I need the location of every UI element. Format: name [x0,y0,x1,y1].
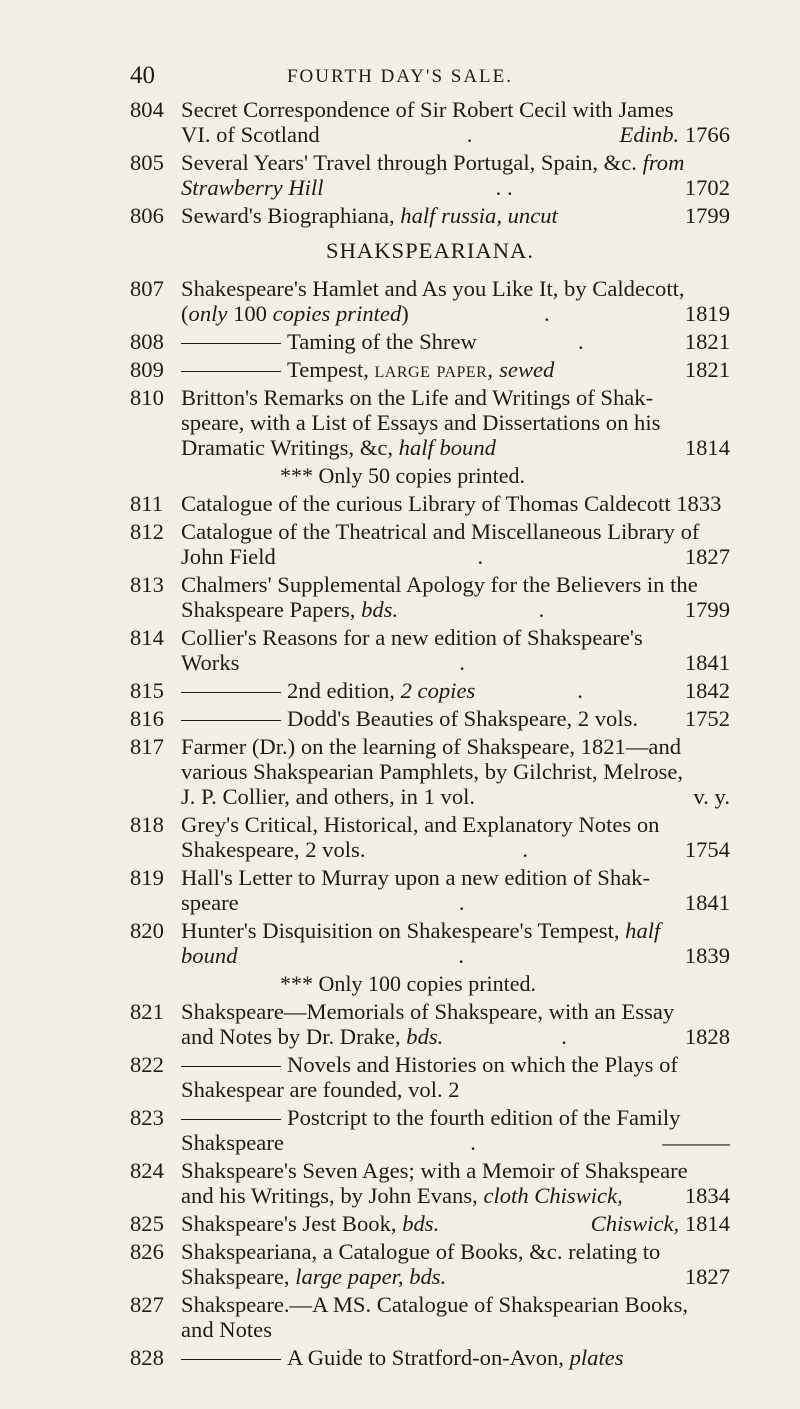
entry-title: Farmer (Dr.) on the learning of Shakspeare, 1821—and [181,734,682,759]
entry-title: Shakspeare Papers, [181,597,356,622]
leader-dot: . [538,597,545,622]
entry-year: 1827 [684,1264,730,1289]
lot-number: 816 [130,706,164,731]
entry-format: large paper, [374,357,494,382]
entry-title: J. P. Collier, and others, in 1 vol. [181,784,476,809]
ditto-dash [181,692,281,693]
lot-number: 820 [130,918,164,943]
entry-title: Shakspeare's Jest Book, [181,1211,397,1236]
catalogue-entry-824 [130,1158,730,1208]
entry-title: Taming of the Shrew [287,329,477,354]
page-number: 40 [130,62,155,89]
entry-place: Edinb. [619,122,680,147]
entry-title: Shakspeare.—A MS. Catalogue of Shakspearian Books, [181,1292,689,1317]
entry-year: 1799 [684,597,730,622]
entry-title: John Field [181,544,276,569]
entry-footnote: *** Only 100 copies printed. [280,971,537,996]
entry-title: Britton's Remarks on the Life and Writings of Shak- [181,385,654,410]
catalogue-entry-816 [130,706,730,731]
entry-binding: bds. [361,597,399,622]
catalogue-entry-820 [130,918,730,968]
lot-number: 817 [130,734,164,759]
catalogue-entry-804 [130,97,730,147]
lot-number: 822 [130,1052,164,1077]
entry-year: 1842 [684,678,730,703]
entry-binding: half russia, uncut [400,203,558,228]
lot-number: 827 [130,1292,164,1317]
entry-format: large paper, bds. [295,1264,447,1289]
lot-number: 821 [130,999,164,1024]
leader-dot: . [577,678,583,703]
catalogue-entry-812 [130,519,730,569]
entry-note: Strawberry Hill [181,175,324,200]
leader-dot: . [470,1130,476,1155]
section-heading: SHAKSPEARIANA. [326,238,534,263]
entry-binding: bds. [406,1024,444,1049]
entry-binding: bound [181,943,238,968]
entry-title: speare [181,890,239,915]
leader-dot: . [459,650,465,675]
entry-title: Shakspeare [181,1130,284,1155]
catalogue-entry-822 [130,1052,730,1102]
catalogue-entry-810 [130,385,730,460]
entry-year: 1799 [684,203,730,228]
ditto-dash [181,1066,281,1067]
catalogue-entry-825 [130,1211,730,1236]
catalogue-entry-806 [130,203,730,228]
ditto-dash [181,1119,281,1120]
entry-title: Shakspeariana, a Catalogue of Books, &c. relating to [181,1239,661,1264]
lot-number: 810 [130,385,164,410]
entry-year: 1821 [684,329,730,354]
entry-year: 1752 [684,706,730,731]
lot-number: 819 [130,865,164,890]
entry-note: plates [569,1345,624,1370]
catalogue-entry-805 [130,150,730,200]
catalogue-entry-807 [130,276,730,326]
entry-year: 1814 [684,435,730,460]
catalogue-entry-823 [130,1105,730,1155]
lot-number: 813 [130,572,164,597]
entry-note: copies printed [272,301,402,326]
entry-title: Novels and Histories on which the Plays of [287,1052,678,1077]
leader-dot: . [466,122,473,147]
entry-note: only [188,301,228,326]
entry-year: 1827 [684,544,730,569]
lot-number: 826 [130,1239,164,1264]
entry-note: 2 copies [400,678,476,703]
entry-title: and his Writings, by John Evans, [181,1183,478,1208]
entry-title: Tempest, [287,357,369,382]
leader-dot: . [522,837,528,862]
entry-year: 1841 [684,890,730,915]
entry-year: 1819 [684,301,730,326]
entry-title: Catalogue of the curious Library of Thomas Caldecott 1833 [181,491,722,516]
catalogue-entry-826 [130,1239,730,1289]
entry-title: Shakespear are founded, vol. 2 [181,1077,460,1102]
entry-binding: sewed [499,357,555,382]
catalogue-entry-813 [130,572,730,622]
leader-dot: . [458,890,465,915]
catalogue-entry-821 [130,999,730,1049]
lot-number: 811 [130,491,164,516]
entry-title: Collier's Reasons for a new edition of Shakspeare's [181,625,643,650]
entry-title: Shakspeare—Memorials of Shakspeare, with an Essay [181,999,675,1024]
lot-number: 812 [130,519,164,544]
entry-year: 1754 [684,837,730,862]
lot-number: 809 [130,357,164,382]
entry-title: Seward's Biographiana, [181,203,395,228]
entry-year: 1814 [684,1211,730,1236]
ditto-dash [181,1359,281,1360]
entry-year: 1821 [684,357,730,382]
catalogue-content [130,97,730,1373]
paren: ( [181,301,189,326]
lot-number: 814 [130,625,164,650]
entry-title: Hall's Letter to Murray upon a new edition of Shak- [181,865,651,890]
entry-note: from [642,150,685,175]
lot-number: 806 [130,203,164,228]
entry-title: 2nd edition, [287,678,395,703]
entry-title: speare, with a List of Essays and Dissertations on his [181,410,661,435]
entry-binding: cloth Chiswick, [483,1183,623,1208]
entry-title: various Shakspearian Pamphlets, by Gilchrist, Melrose, [181,759,683,784]
entry-place: Chiswick, [590,1211,680,1236]
entry-year: 1828 [684,1024,730,1049]
entry-year: 1839 [684,943,730,968]
entry-title: VI. of Scotland [181,122,320,147]
entry-title: Shakespeare's Hamlet and As you Like It, by Caldecott, [181,276,685,301]
catalogue-entry-809 [130,357,730,382]
entry-year: 1834 [684,1183,730,1208]
entry-title: Works [181,650,240,675]
entry-title: Dramatic Writings, &c, [181,435,394,460]
page-header [0,52,800,92]
entry-title: Hunter's Disquisition on Shakespeare's Tempest, [181,918,620,943]
lot-number: 825 [130,1211,164,1236]
entry-year: 1702 [684,175,730,200]
catalogue-entry-827 [130,1292,730,1342]
catalogue-entry-811 [130,491,730,516]
entry-note: 100 [227,301,273,326]
ditto-dash [181,720,281,721]
entry-year: ——— [662,1130,730,1155]
leader-dot: . [543,301,550,326]
entry-title: A Guide to Stratford-on-Avon, [287,1345,564,1370]
lot-number: 807 [130,276,164,301]
entry-title: and Notes by Dr. Drake, [181,1024,401,1049]
entry-title: Several Years' Travel through Portugal, Spain, &c. [181,150,637,175]
leader-dot: . [477,544,484,569]
entry-title: Postcript to the fourth edition of the Family [287,1105,681,1130]
catalogue-entry-819 [130,865,730,915]
leader-dot: . [458,943,464,968]
entry-title: Shakspeare, [181,1264,290,1289]
entry-year: v. y. [693,784,730,809]
ditto-dash [181,343,281,344]
ditto-dash [181,371,281,372]
catalogue-entry-814 [130,625,730,675]
entry-title: Grey's Critical, Historical, and Explanatory Notes on [181,812,660,837]
entry-binding: half [625,918,661,943]
entry-binding: half bound [398,435,496,460]
catalogue-entry-817 [130,734,730,809]
entry-title: Shakespeare, 2 vols. [181,837,366,862]
lot-number: 805 [130,150,164,175]
entry-title: and Notes [181,1317,272,1342]
leader-dot: . [561,1024,567,1049]
entry-title: Shakspeare's Seven Ages; with a Memoir of Shakspeare [181,1158,688,1183]
lot-number: 808 [130,329,164,354]
lot-number: 828 [130,1345,164,1370]
lot-number: 824 [130,1158,164,1183]
entry-footnote: *** Only 50 copies printed. [280,463,526,488]
lot-number: 815 [130,678,164,703]
leader-dot: . [577,329,584,354]
entry-title: Dodd's Beauties of Shakspeare, 2 vols. [287,706,639,731]
entry-year: 1766 [684,122,730,147]
entry-title: Secret Correspondence of Sir Robert Cecil with James [181,97,674,122]
entry-title: Catalogue of the Theatrical and Miscellaneous Library of [181,519,700,544]
catalogue-entry-808 [130,329,730,354]
catalogue-entry-818 [130,812,730,862]
lot-number: 823 [130,1105,164,1130]
catalogue-entry-815 [130,678,730,703]
entry-binding: bds. [402,1211,440,1236]
entry-year: 1841 [684,650,730,675]
catalogue-entry-828 [130,1345,730,1370]
paren: ) [401,301,409,326]
lot-number: 804 [130,97,164,122]
lot-number: 818 [130,812,164,837]
entry-title: Chalmers' Supplemental Apology for the Believers in the [181,572,698,597]
running-head: FOURTH DAY'S SALE. [286,66,514,87]
leader-dots: . . [495,175,513,200]
